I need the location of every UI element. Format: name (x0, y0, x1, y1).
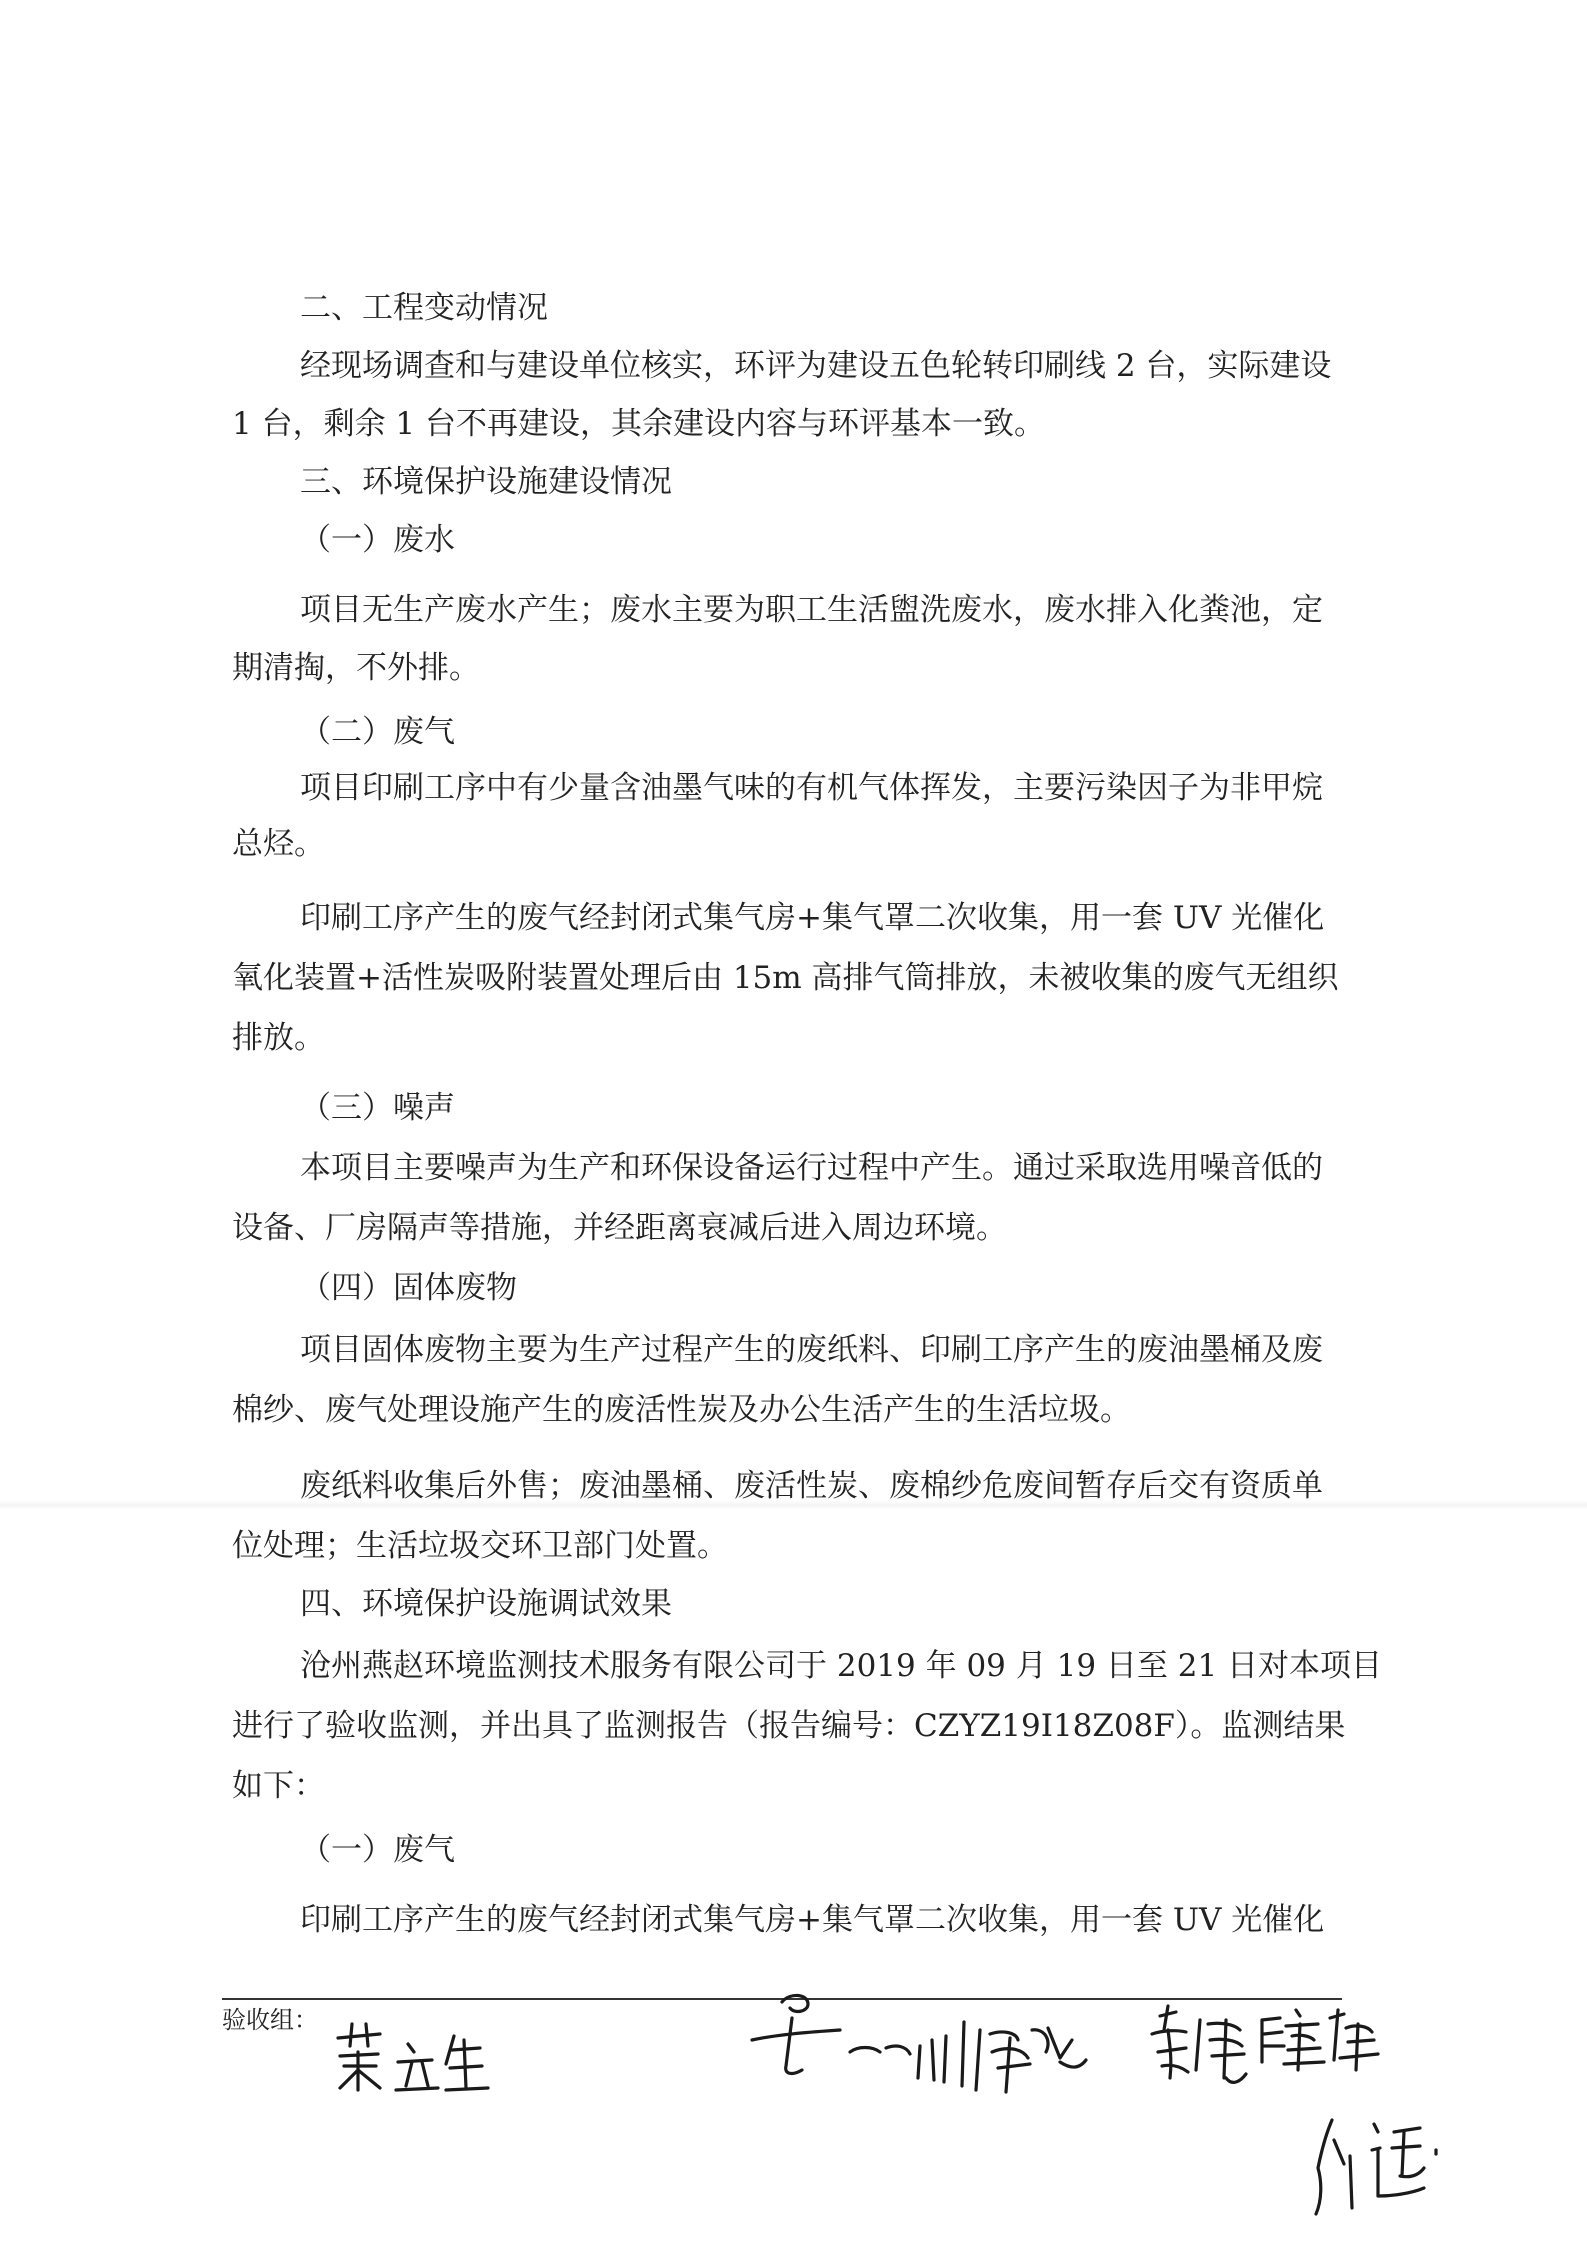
signature-5 (1316, 2120, 1436, 2214)
signature-3 (1152, 2006, 1246, 2082)
signature-2 (752, 1995, 1086, 2092)
acceptance-group-label: 验收组： (222, 2006, 318, 2034)
signature-4 (1262, 2010, 1378, 2070)
document-page: 二、工程变动情况 经现场调查和与建设单位核实，环评为建设五色轮转印刷线 2 台，实际建设 1 台，剩余 1 台不再建设，其余建设内容与环评基本一致。 三、环境保护设施建设情况 （一）废水 项目无生产废水产生；废水主要为职工生活盥洗废水，废水排入化粪池，定 期清掏，不外排。 （二）废气 项目印刷工序中有少量含油墨气味的有机气体挥发，主要污染因子为非甲烷 总烃。 印刷工序产生的废气经封闭式集气房+集气罩二次收集，用一套 UV 光催化 氧化装置+活性炭吸附装置处理后由 15m 高排气筒排放，未被收集的废气无组织 排放。 （三）噪声 本项目主要噪声为生产和环保设备运行过程中产生。通过采取选用噪音低的 设备、厂房隔声等措施，并经距离衰减后进入周边环境。 （四）固体废物 项目固体废物主要为生产过程产生的废纸料、印刷工序产生的废油墨桶及废 棉纱、废气处理设施产生的废活性炭及办公生活产生的生活垃圾。 废纸料收集后外售；废油墨桶、废活性炭、废棉纱危废间暂存后交有资质单 位处理；生活垃圾交环卫部门处置。 四、环境保护设施调试效果 沧州燕赵环境监测技术服务有限公司于 2019 年 09 月 19 日至 21 日对本项目 进行了验收监测，并出具了监测报告（报告编号：CZYZ19I18Z08F）。监测结果 如下： （一）废气 印刷工序产生的废气经封闭式集气房+集气罩二次收集，用一套 UV 光催化 验收组： (0, 0, 1587, 2245)
signature-1 (338, 2024, 488, 2090)
